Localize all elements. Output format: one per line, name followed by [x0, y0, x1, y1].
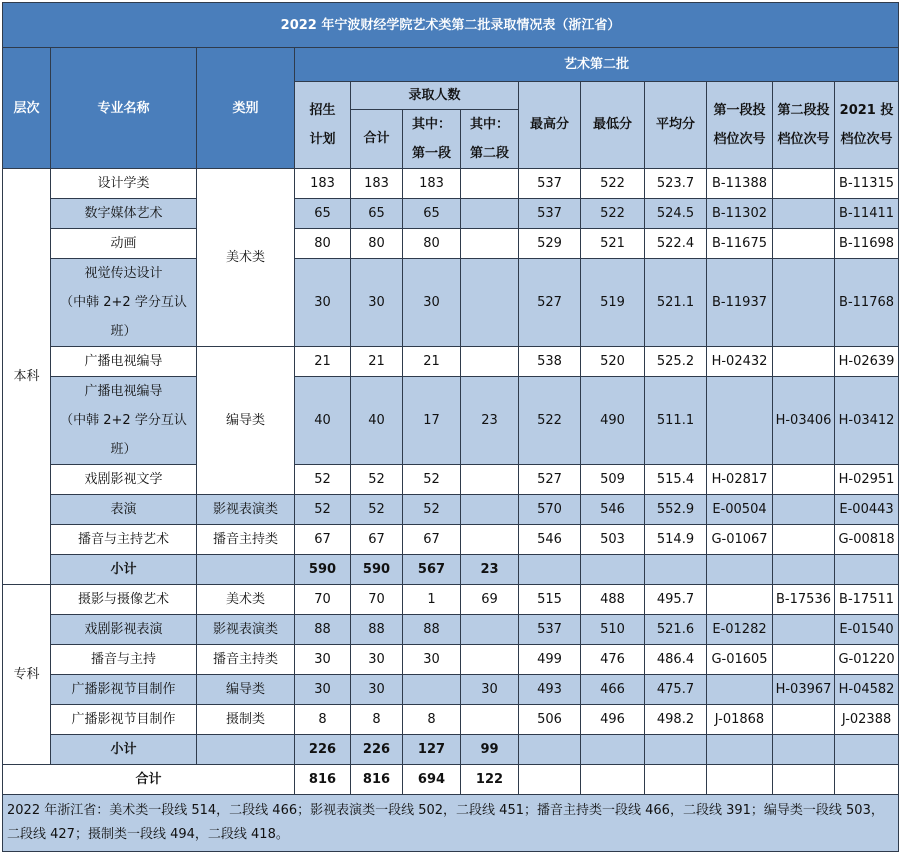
value-cell-r21: J-02388 [835, 705, 899, 735]
table-row [3, 259, 899, 347]
category-cell: 美术类 [197, 169, 295, 347]
value-cell-max: 538 [519, 347, 581, 377]
subtotal-empty [835, 555, 899, 585]
subtotal-empty [519, 735, 581, 765]
value-cell-min: 510 [581, 615, 645, 645]
value-cell-avg: 525.2 [645, 347, 707, 377]
value-cell-max: 515 [519, 585, 581, 615]
value-cell-avg: 521.6 [645, 615, 707, 645]
subtotal-category [197, 555, 295, 585]
major-line: 戏剧影视文学 [84, 472, 163, 487]
value-cell-max: 506 [519, 705, 581, 735]
value-cell-r1 [707, 675, 773, 705]
value-cell-s2 [461, 645, 519, 675]
subtotal-empty [645, 555, 707, 585]
subtotal-plan: 226 [295, 735, 351, 765]
value-cell-min: 466 [581, 675, 645, 705]
major-line: 设计学类 [97, 176, 150, 191]
value-cell-avg: 521.1 [645, 259, 707, 347]
subtotal-empty [645, 735, 707, 765]
table-row [3, 377, 899, 465]
value-cell-avg: 511.1 [645, 377, 707, 465]
major-cell [51, 465, 197, 495]
value-cell-s1: 52 [403, 495, 461, 525]
major-line: 视觉传达设计 [84, 266, 163, 281]
value-cell-r1 [707, 377, 773, 465]
value-cell-s1: 67 [403, 525, 461, 555]
value-cell-plan: 8 [295, 705, 351, 735]
major-line: 戏剧影视表演 [84, 622, 163, 637]
major-cell [51, 169, 197, 199]
value-cell-plan: 183 [295, 169, 351, 199]
header-admitted: 录取人数 [351, 82, 519, 110]
value-cell-max: 493 [519, 675, 581, 705]
subtotal-s2: 23 [461, 555, 519, 585]
value-cell-plan: 67 [295, 525, 351, 555]
value-cell-min: 496 [581, 705, 645, 735]
major-line: 摄影与摄像艺术 [77, 592, 169, 607]
table-row [3, 347, 899, 377]
value-cell-s1: 8 [403, 705, 461, 735]
value-cell-min: 503 [581, 525, 645, 555]
value-cell-s1: 30 [403, 645, 461, 675]
value-cell-plan: 40 [295, 377, 351, 465]
value-cell-max: 546 [519, 525, 581, 555]
value-cell-max: 537 [519, 615, 581, 645]
major-cell [51, 199, 197, 229]
table-row [3, 169, 899, 199]
subtotal-empty [519, 555, 581, 585]
major-cell [51, 705, 197, 735]
value-cell-s2 [461, 199, 519, 229]
table-row [3, 645, 899, 675]
value-cell-r1: B-11302 [707, 199, 773, 229]
major-line: 广播电视编导 [84, 384, 163, 399]
value-cell-s1: 17 [403, 377, 461, 465]
value-cell-total: 21 [351, 347, 403, 377]
subtotal-empty [835, 735, 899, 765]
value-cell-s2 [461, 525, 519, 555]
header-max: 最高分 [519, 82, 581, 169]
value-cell-total: 183 [351, 169, 403, 199]
grand-total-empty [773, 765, 835, 795]
value-cell-r21: H-03412 [835, 377, 899, 465]
grand-total-plan: 816 [295, 765, 351, 795]
value-cell-s1 [403, 675, 461, 705]
grand-total-s1: 694 [403, 765, 461, 795]
value-cell-r2: H-03406 [773, 377, 835, 465]
value-cell-r21: B-11315 [835, 169, 899, 199]
subtotal-row [3, 735, 899, 765]
grand-total-empty [581, 765, 645, 795]
value-cell-r21: B-11411 [835, 199, 899, 229]
value-cell-s2 [461, 259, 519, 347]
value-cell-r1: G-01067 [707, 525, 773, 555]
level-cell: 本科 [3, 169, 51, 585]
value-cell-avg: 523.7 [645, 169, 707, 199]
header-seg2: 其中： 第二段 [461, 110, 519, 169]
major-cell [51, 347, 197, 377]
value-cell-min: 520 [581, 347, 645, 377]
value-cell-s1: 1 [403, 585, 461, 615]
value-cell-max: 570 [519, 495, 581, 525]
grand-total-row [3, 765, 899, 795]
value-cell-r21: B-11768 [835, 259, 899, 347]
value-cell-r2 [773, 465, 835, 495]
value-cell-max: 537 [519, 199, 581, 229]
value-cell-r2 [773, 705, 835, 735]
subtotal-plan: 590 [295, 555, 351, 585]
header-rank1: 第一段投 档位次号 [707, 82, 773, 169]
major-line: （中韩 2+2 学分互认班） [60, 413, 187, 457]
header-major: 专业名称 [51, 48, 197, 169]
value-cell-r21: G-00818 [835, 525, 899, 555]
table-row [3, 229, 899, 259]
value-cell-s1: 80 [403, 229, 461, 259]
value-cell-total: 52 [351, 465, 403, 495]
major-line: 广播影视节目制作 [71, 712, 176, 727]
value-cell-s2 [461, 705, 519, 735]
value-cell-max: 529 [519, 229, 581, 259]
footnote: 2022 年浙江省：美术类一段线 514，二段线 466；影视表演类一段线 502，二段线 451；播音主持类一段线 466，二段线 391；编导类一段线 503，二段线 427；摄制类一段线 494，二段线 418。 [3, 795, 899, 852]
major-cell [51, 585, 197, 615]
header-batch: 艺术第二批 [295, 48, 899, 82]
value-cell-s2 [461, 347, 519, 377]
header-rank2: 第二段投 档位次号 [773, 82, 835, 169]
table-row [3, 675, 899, 705]
header-level: 层次 [3, 48, 51, 169]
value-cell-total: 30 [351, 675, 403, 705]
value-cell-r2 [773, 525, 835, 555]
grand-total-s2: 122 [461, 765, 519, 795]
value-cell-min: 519 [581, 259, 645, 347]
value-cell-plan: 80 [295, 229, 351, 259]
value-cell-r1: B-11388 [707, 169, 773, 199]
value-cell-r1: B-11937 [707, 259, 773, 347]
value-cell-r1: E-01282 [707, 615, 773, 645]
value-cell-r21: H-04582 [835, 675, 899, 705]
major-cell [51, 615, 197, 645]
table-row [3, 525, 899, 555]
value-cell-total: 30 [351, 645, 403, 675]
major-line: 数字媒体艺术 [84, 206, 163, 221]
subtotal-s1: 127 [403, 735, 461, 765]
value-cell-s2 [461, 229, 519, 259]
note-row [3, 795, 899, 852]
value-cell-total: 30 [351, 259, 403, 347]
value-cell-r2 [773, 169, 835, 199]
subtotal-label: 小计 [51, 555, 197, 585]
major-line: 班） [110, 324, 137, 339]
category-cell: 摄制类 [197, 705, 295, 735]
value-cell-s2 [461, 495, 519, 525]
value-cell-r2: B-17536 [773, 585, 835, 615]
table-row [3, 199, 899, 229]
value-cell-total: 67 [351, 525, 403, 555]
value-cell-total: 8 [351, 705, 403, 735]
value-cell-min: 509 [581, 465, 645, 495]
value-cell-r21: G-01220 [835, 645, 899, 675]
value-cell-s1: 21 [403, 347, 461, 377]
value-cell-s2 [461, 169, 519, 199]
category-cell: 影视表演类 [197, 495, 295, 525]
value-cell-r1 [707, 585, 773, 615]
value-cell-max: 499 [519, 645, 581, 675]
value-cell-s1: 183 [403, 169, 461, 199]
subtotal-empty [581, 555, 645, 585]
value-cell-min: 546 [581, 495, 645, 525]
value-cell-r2 [773, 199, 835, 229]
category-cell: 编导类 [197, 347, 295, 495]
subtotal-total: 226 [351, 735, 403, 765]
value-cell-s2 [461, 615, 519, 645]
value-cell-plan: 65 [295, 199, 351, 229]
subtotal-category [197, 735, 295, 765]
subtotal-total: 590 [351, 555, 403, 585]
category-cell: 播音主持类 [197, 525, 295, 555]
header-total: 合计 [351, 110, 403, 169]
major-cell [51, 377, 197, 465]
value-cell-max: 522 [519, 377, 581, 465]
value-cell-r21: H-02639 [835, 347, 899, 377]
grand-total-total: 816 [351, 765, 403, 795]
value-cell-avg: 524.5 [645, 199, 707, 229]
subtotal-s1: 567 [403, 555, 461, 585]
level-cell: 专科 [3, 585, 51, 765]
subtotal-empty [581, 735, 645, 765]
header-seg1: 其中： 第一段 [403, 110, 461, 169]
value-cell-s2: 30 [461, 675, 519, 705]
grand-total-empty [707, 765, 773, 795]
major-line: 播音与主持艺术 [77, 532, 169, 547]
value-cell-avg: 486.4 [645, 645, 707, 675]
subtotal-s2: 99 [461, 735, 519, 765]
value-cell-avg: 495.7 [645, 585, 707, 615]
value-cell-r1: J-01868 [707, 705, 773, 735]
value-cell-r21: B-17511 [835, 585, 899, 615]
grand-total-empty [519, 765, 581, 795]
category-cell: 影视表演类 [197, 615, 295, 645]
grand-total-empty [645, 765, 707, 795]
header-category: 类别 [197, 48, 295, 169]
value-cell-s1: 30 [403, 259, 461, 347]
table-row [3, 465, 899, 495]
table-row [3, 615, 899, 645]
grand-total-empty [835, 765, 899, 795]
category-cell: 播音主持类 [197, 645, 295, 675]
value-cell-total: 88 [351, 615, 403, 645]
value-cell-min: 488 [581, 585, 645, 615]
table-title: 2022 年宁波财经学院艺术类第二批录取情况表（浙江省） [3, 3, 899, 48]
major-line: 播音与主持 [90, 652, 156, 667]
major-cell [51, 525, 197, 555]
header-avg: 平均分 [645, 82, 707, 169]
value-cell-max: 527 [519, 259, 581, 347]
value-cell-max: 527 [519, 465, 581, 495]
value-cell-plan: 88 [295, 615, 351, 645]
value-cell-r2: H-03967 [773, 675, 835, 705]
value-cell-s1: 65 [403, 199, 461, 229]
major-cell [51, 229, 197, 259]
category-cell: 美术类 [197, 585, 295, 615]
major-cell [51, 495, 197, 525]
value-cell-r21: B-11698 [835, 229, 899, 259]
value-cell-min: 521 [581, 229, 645, 259]
value-cell-total: 65 [351, 199, 403, 229]
value-cell-total: 70 [351, 585, 403, 615]
value-cell-min: 522 [581, 169, 645, 199]
admission-table [2, 2, 899, 852]
value-cell-r1: E-00504 [707, 495, 773, 525]
value-cell-s1: 88 [403, 615, 461, 645]
value-cell-r2 [773, 645, 835, 675]
value-cell-plan: 30 [295, 645, 351, 675]
value-cell-s1: 52 [403, 465, 461, 495]
value-cell-r1: B-11675 [707, 229, 773, 259]
value-cell-total: 52 [351, 495, 403, 525]
value-cell-max: 537 [519, 169, 581, 199]
subtotal-empty [707, 555, 773, 585]
value-cell-plan: 30 [295, 675, 351, 705]
value-cell-avg: 522.4 [645, 229, 707, 259]
value-cell-r1: H-02432 [707, 347, 773, 377]
value-cell-r2 [773, 495, 835, 525]
value-cell-r2 [773, 229, 835, 259]
grand-total-label: 合计 [3, 765, 295, 795]
value-cell-avg: 515.4 [645, 465, 707, 495]
value-cell-avg: 498.2 [645, 705, 707, 735]
value-cell-r21: E-00443 [835, 495, 899, 525]
major-cell [51, 645, 197, 675]
subtotal-label: 小计 [51, 735, 197, 765]
value-cell-plan: 70 [295, 585, 351, 615]
value-cell-s2 [461, 465, 519, 495]
major-cell [51, 675, 197, 705]
value-cell-r2 [773, 347, 835, 377]
value-cell-r2 [773, 615, 835, 645]
value-cell-plan: 30 [295, 259, 351, 347]
value-cell-r21: H-02951 [835, 465, 899, 495]
value-cell-s2: 23 [461, 377, 519, 465]
subtotal-empty [773, 555, 835, 585]
value-cell-r1: H-02817 [707, 465, 773, 495]
header-min: 最低分 [581, 82, 645, 169]
value-cell-avg: 475.7 [645, 675, 707, 705]
major-line: （中韩 2+2 学分互认 [60, 295, 187, 310]
header-plan: 招生 计划 [295, 82, 351, 169]
value-cell-r1: G-01605 [707, 645, 773, 675]
value-cell-s2: 69 [461, 585, 519, 615]
category-cell: 编导类 [197, 675, 295, 705]
value-cell-min: 476 [581, 645, 645, 675]
value-cell-avg: 552.9 [645, 495, 707, 525]
major-cell [51, 259, 197, 347]
subtotal-empty [773, 735, 835, 765]
value-cell-r21: E-01540 [835, 615, 899, 645]
subtotal-row [3, 555, 899, 585]
value-cell-plan: 21 [295, 347, 351, 377]
value-cell-r2 [773, 259, 835, 347]
table-row [3, 585, 899, 615]
major-line: 广播电视编导 [84, 354, 163, 369]
value-cell-plan: 52 [295, 495, 351, 525]
value-cell-avg: 514.9 [645, 525, 707, 555]
value-cell-min: 490 [581, 377, 645, 465]
table-row [3, 495, 899, 525]
value-cell-total: 40 [351, 377, 403, 465]
value-cell-plan: 52 [295, 465, 351, 495]
major-line: 广播影视节目制作 [71, 682, 176, 697]
major-line: 动画 [110, 236, 137, 251]
value-cell-total: 80 [351, 229, 403, 259]
admission-table-container [2, 2, 898, 852]
table-row [3, 705, 899, 735]
value-cell-min: 522 [581, 199, 645, 229]
header-rank2021: 2021 投 档位次号 [835, 82, 899, 169]
subtotal-empty [707, 735, 773, 765]
major-line: 表演 [110, 502, 137, 517]
